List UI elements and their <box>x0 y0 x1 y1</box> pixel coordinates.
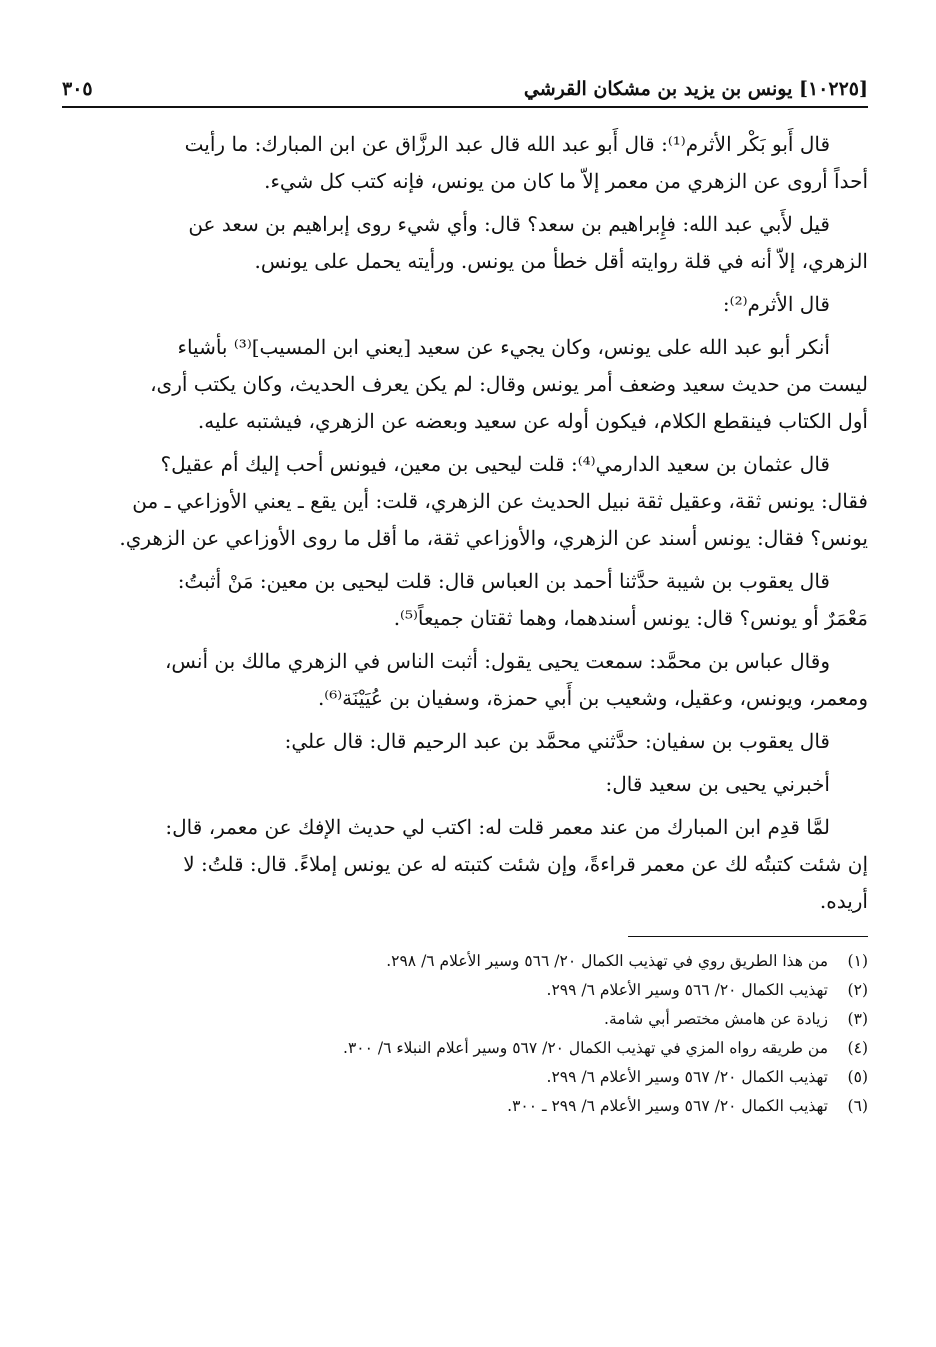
text-line: أنكر أبو عبد الله على يونس، وكان يجيء عن سعيد [يعني ابن المسيب]⁽³⁾ بأشياء <box>177 335 830 359</box>
paragraph <box>62 723 868 760</box>
running-header <box>62 78 868 106</box>
footnote-text: تهذيب الكمال ٢٠/ ٥٦٧ وسير الأعلام ٦/ ٢٩٩. <box>546 1068 828 1086</box>
text-line: أحداً أروى عن الزهري من معمر إلاّ ما كان من يونس، فإنه كتب كل شيء. <box>264 169 868 193</box>
footnote-number: (٢) <box>847 981 868 999</box>
text-line: قيل لأَبي عبد الله: فإِبراهيم بن سعد؟ قال: وأي شيء روى إبراهيم بن سعد عن <box>188 212 830 236</box>
footnote-number: (٤) <box>847 1039 868 1057</box>
paragraph <box>62 766 868 803</box>
footnote <box>62 1092 868 1121</box>
footnote-text: من طريقه رواه المزي في تهذيب الكمال ٢٠/ ٥٦٧ وسير أعلام النبلاء ٦/ ٣٠٠. <box>343 1039 828 1057</box>
paragraph <box>62 563 868 637</box>
text-line: لمَّا قدِم ابن المبارك من عند معمر قلت له: اكتب لي حديث الإفك عن معمر، قال: <box>165 815 830 839</box>
text-line: قال عثمان بن سعيد الدارمي⁽⁴⁾: قلت ليحيى بن معين، فيونس أحب إليك أم عقيل؟ <box>160 452 830 476</box>
paragraph <box>62 329 868 440</box>
paragraph <box>62 126 868 200</box>
footnote-separator <box>628 936 868 937</box>
text-line: قال يعقوب بن سفيان: حدَّثني محمَّد بن عبد الرحيم قال: قال علي: <box>284 729 830 753</box>
footnote-text: من هذا الطريق روي في تهذيب الكمال ٢٠/ ٥٦٦ وسير الأعلام ٦/ ٢٩٨. <box>386 952 828 970</box>
footnote <box>62 976 868 1005</box>
paragraph <box>62 809 868 920</box>
text-line: أول الكتاب فينقطع الكلام، فيكون أوله عن سعيد وبعضه عن الزهري، فيشتبه عليه. <box>197 409 868 433</box>
main-text <box>62 126 868 920</box>
paragraph <box>62 643 868 717</box>
footnote-number: (٦) <box>847 1097 868 1115</box>
text-line: مَعْمَرٌ أو يونس؟ قال: يونس أسندهما، وهما ثقتان جميعاً⁽⁵⁾. <box>393 606 868 630</box>
page-number: ٣٠٥ <box>62 78 93 100</box>
footnote-text: تهذيب الكمال ٢٠/ ٥٦٧ وسير الأعلام ٦/ ٢٩٩ ـ ٣٠٠. <box>507 1097 828 1115</box>
text-line: قال أَبو بَكْر الأثرم⁽¹⁾: قال أَبو عبد الله قال عبد الرزَّاق عن ابن المبارك: ما رأيت <box>184 132 830 156</box>
paragraph <box>62 446 868 557</box>
footnote-text: تهذيب الكمال ٢٠/ ٥٦٦ وسير الأعلام ٦/ ٢٩٩. <box>546 981 828 999</box>
text-line: ليست من حديث سعيد وضعف أمر يونس وقال: لم يكن يعرف الحديث، وكان يكتب أرى، <box>150 372 868 396</box>
text-line: أريده. <box>819 889 868 913</box>
footnote <box>62 947 868 976</box>
header-rule <box>62 106 868 108</box>
text-line: الزهري، إلاّ أنه في قلة روايته أقل خطأ من يونس. ورأيته يحمل على يونس. <box>254 249 868 273</box>
text-line: إن شئت كتبتُه لك عن معمر قراءةً، وإن شئت كتبته له عن يونس إملاءً. قال: قلتُ: لا <box>183 852 868 876</box>
text-line: يونس؟ فقال: يونس أسند عن الزهري، والأوزاعي ثقة، ما أقل ما روى الأوزاعي عن الزهري. <box>119 526 868 550</box>
page <box>62 78 868 1121</box>
footnote <box>62 1005 868 1034</box>
text-line: ومعمر، ويونس، وعقيل، وشعيب بن أَبي حمزة، وسفيان بن عُيَيْنَة⁽⁶⁾. <box>317 686 868 710</box>
footnote-number: (٥) <box>847 1068 868 1086</box>
paragraph <box>62 286 868 323</box>
footnote-number: (١) <box>847 952 868 970</box>
paragraph <box>62 206 868 280</box>
text-line: فقال: يونس ثقة، وعقيل ثقة نبيل الحديث عن الزهري، قلت: أين يقع ـ يعني الأوزاعي ـ من <box>132 489 868 513</box>
text-line: أخبرني يحيى بن سعيد قال: <box>605 772 830 796</box>
text-line: وقال عباس بن محمَّد: سمعت يحيى يقول: أثبت الناس في الزهري مالك بن أنس، <box>164 649 830 673</box>
footnote <box>62 1034 868 1063</box>
text-line: قال الأثرم⁽²⁾: <box>722 292 830 316</box>
footnote-text: زيادة عن هامش مختصر أبي شامة. <box>604 1010 828 1028</box>
footnote-number: (٣) <box>847 1010 868 1028</box>
text-line: قال يعقوب بن شيبة حدَّثنا أحمد بن العباس قال: قلت ليحيى بن معين: مَنْ أثبتُ: <box>177 569 830 593</box>
footnote <box>62 1063 868 1092</box>
footnotes <box>62 947 868 1121</box>
header-title: [١٠٢٢٥] يونس بن يزيد بن مشكان القرشي <box>523 78 868 100</box>
